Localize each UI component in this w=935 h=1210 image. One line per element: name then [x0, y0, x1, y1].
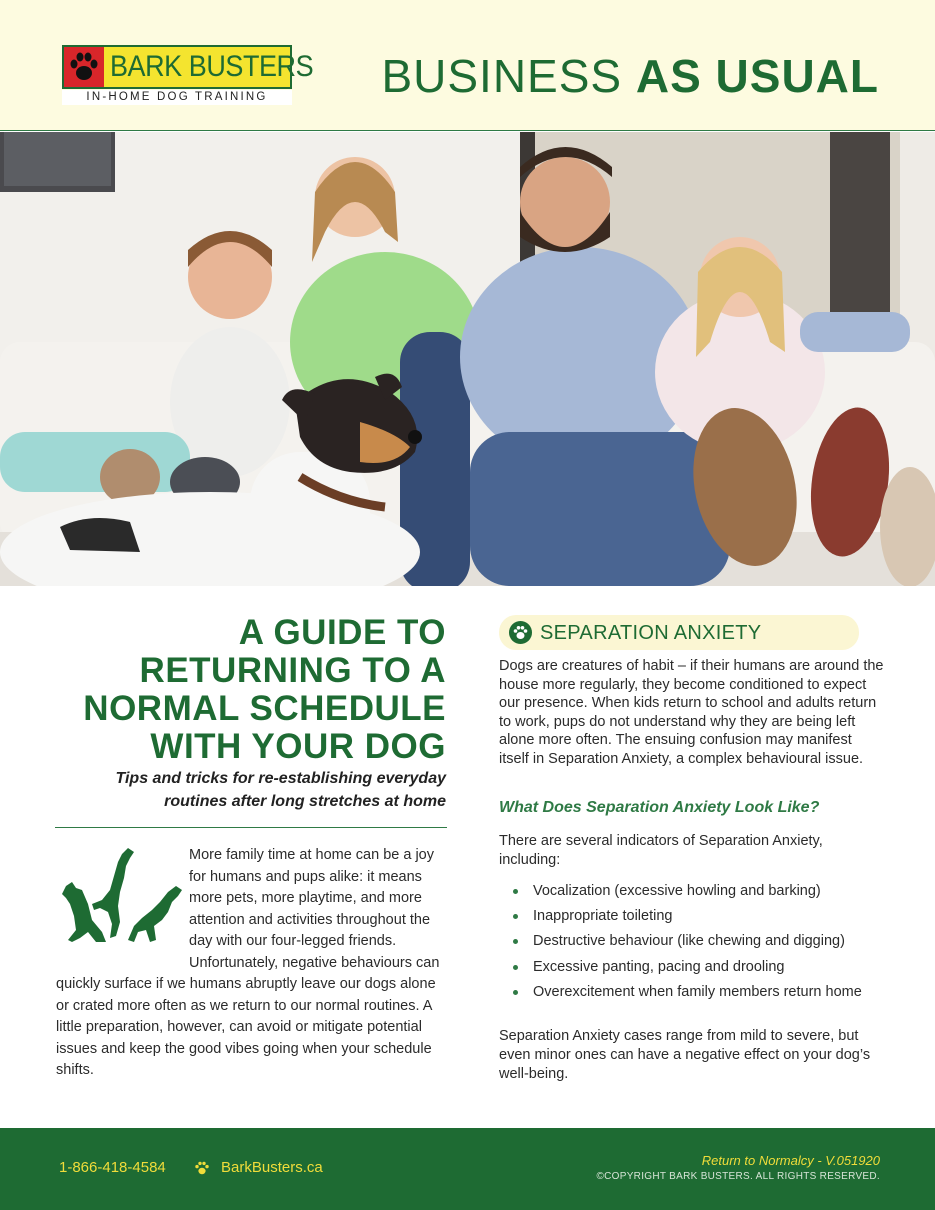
- separation-question: What Does Separation Anxiety Look Like?: [499, 799, 820, 816]
- logo-badge: [62, 45, 314, 89]
- footer: [0, 1128, 935, 1210]
- phone-number-link[interactable]: 1-866-418-4584: [59, 1159, 166, 1176]
- indicator-text: Destructive behaviour (like chewing and digging): [533, 933, 845, 950]
- banner-title: [381, 49, 879, 103]
- copyright-notice: ©COPYRIGHT BARK BUSTERS. ALL RIGHTS RESERVED.: [596, 1171, 880, 1182]
- severity-paragraph: Separation Anxiety cases range from mild to severe, but even minor ones can have a negative effect on your dog’s well-being.: [499, 1028, 871, 1082]
- header-banner: [0, 0, 935, 131]
- guide-subtitle: [26, 767, 446, 813]
- section-divider: [55, 827, 447, 828]
- banner-title-light: BUSINESS: [381, 50, 636, 102]
- document-version: Return to Normalcy - V.051920: [701, 1153, 880, 1168]
- bullet-dot-icon: [513, 914, 518, 919]
- indicators-list: [513, 882, 893, 1008]
- guide-title-line: A GUIDE TO: [238, 613, 446, 652]
- logo-text: BARK BUSTERS: [110, 50, 314, 83]
- bullet-dot-icon: [513, 965, 518, 970]
- list-item: [513, 882, 893, 901]
- paw-icon: [509, 621, 532, 644]
- list-item: [513, 958, 893, 977]
- guide-title-line: NORMAL SCHEDULE: [83, 689, 446, 728]
- logo-tagline: IN-HOME DOG TRAINING: [62, 90, 292, 105]
- bullet-dot-icon: [513, 990, 518, 995]
- banner-title-bold: AS USUAL: [635, 50, 879, 102]
- indicator-text: Excessive panting, pacing and drooling: [533, 958, 785, 975]
- list-item: [513, 983, 893, 1002]
- bark-busters-logo[interactable]: [62, 45, 314, 105]
- separation-anxiety-title: SEPARATION ANXIETY: [540, 622, 762, 644]
- list-item: [513, 907, 893, 926]
- separation-anxiety-heading: [499, 615, 859, 650]
- logo-paw-icon: [64, 47, 104, 87]
- website-link[interactable]: BarkBusters.ca: [221, 1159, 323, 1176]
- indicator-text: Inappropriate toileting: [533, 908, 673, 925]
- guide-subtitle-line: Tips and tricks for re-establishing everyday: [115, 770, 446, 787]
- indicator-text: Vocalization (excessive howling and barking): [533, 883, 821, 899]
- intro-paragraph: [56, 845, 450, 1082]
- bullet-dot-icon: [513, 889, 518, 894]
- indicator-text: Overexcitement when family members return home: [533, 983, 862, 1000]
- guide-subtitle-line: routines after long stretches at home: [164, 793, 446, 810]
- indicators-intro: There are several indicators of Separation Anxiety, including:: [499, 833, 823, 868]
- guide-title: [26, 614, 446, 766]
- separation-anxiety-body: Dogs are creatures of habit – if their humans are around the house more regularly, they become conditioned to expect our presence. When kids return to school and adults return to work, pups do not understand why they are being left alone more often. The ensuing confusion may manifest itself in Separation Anxiety, a complex behavioural issue.: [499, 658, 884, 767]
- guide-title-line: RETURNING TO A: [139, 651, 446, 690]
- bullet-dot-icon: [513, 939, 518, 944]
- float-spacer: [56, 845, 189, 953]
- paw-icon: [193, 1159, 211, 1177]
- guide-title-line: WITH YOUR DOG: [150, 727, 446, 766]
- intro-text: More family time at home can be a joy for humans and pups alike: it means more pets, more playtime, and more attention and activities throughout the day with our four-legged friends. Unfortunately, negative behaviours can quickly surface if we humans abruptly leave our dogs alone or crated more often as we return to our normal routines. A little preparation, however, can avoid or mitigate potential issues and keep the good vibes going when your schedule shifts.: [56, 847, 440, 1078]
- list-item: [513, 932, 893, 951]
- family-with-dog-photo: [0, 132, 935, 586]
